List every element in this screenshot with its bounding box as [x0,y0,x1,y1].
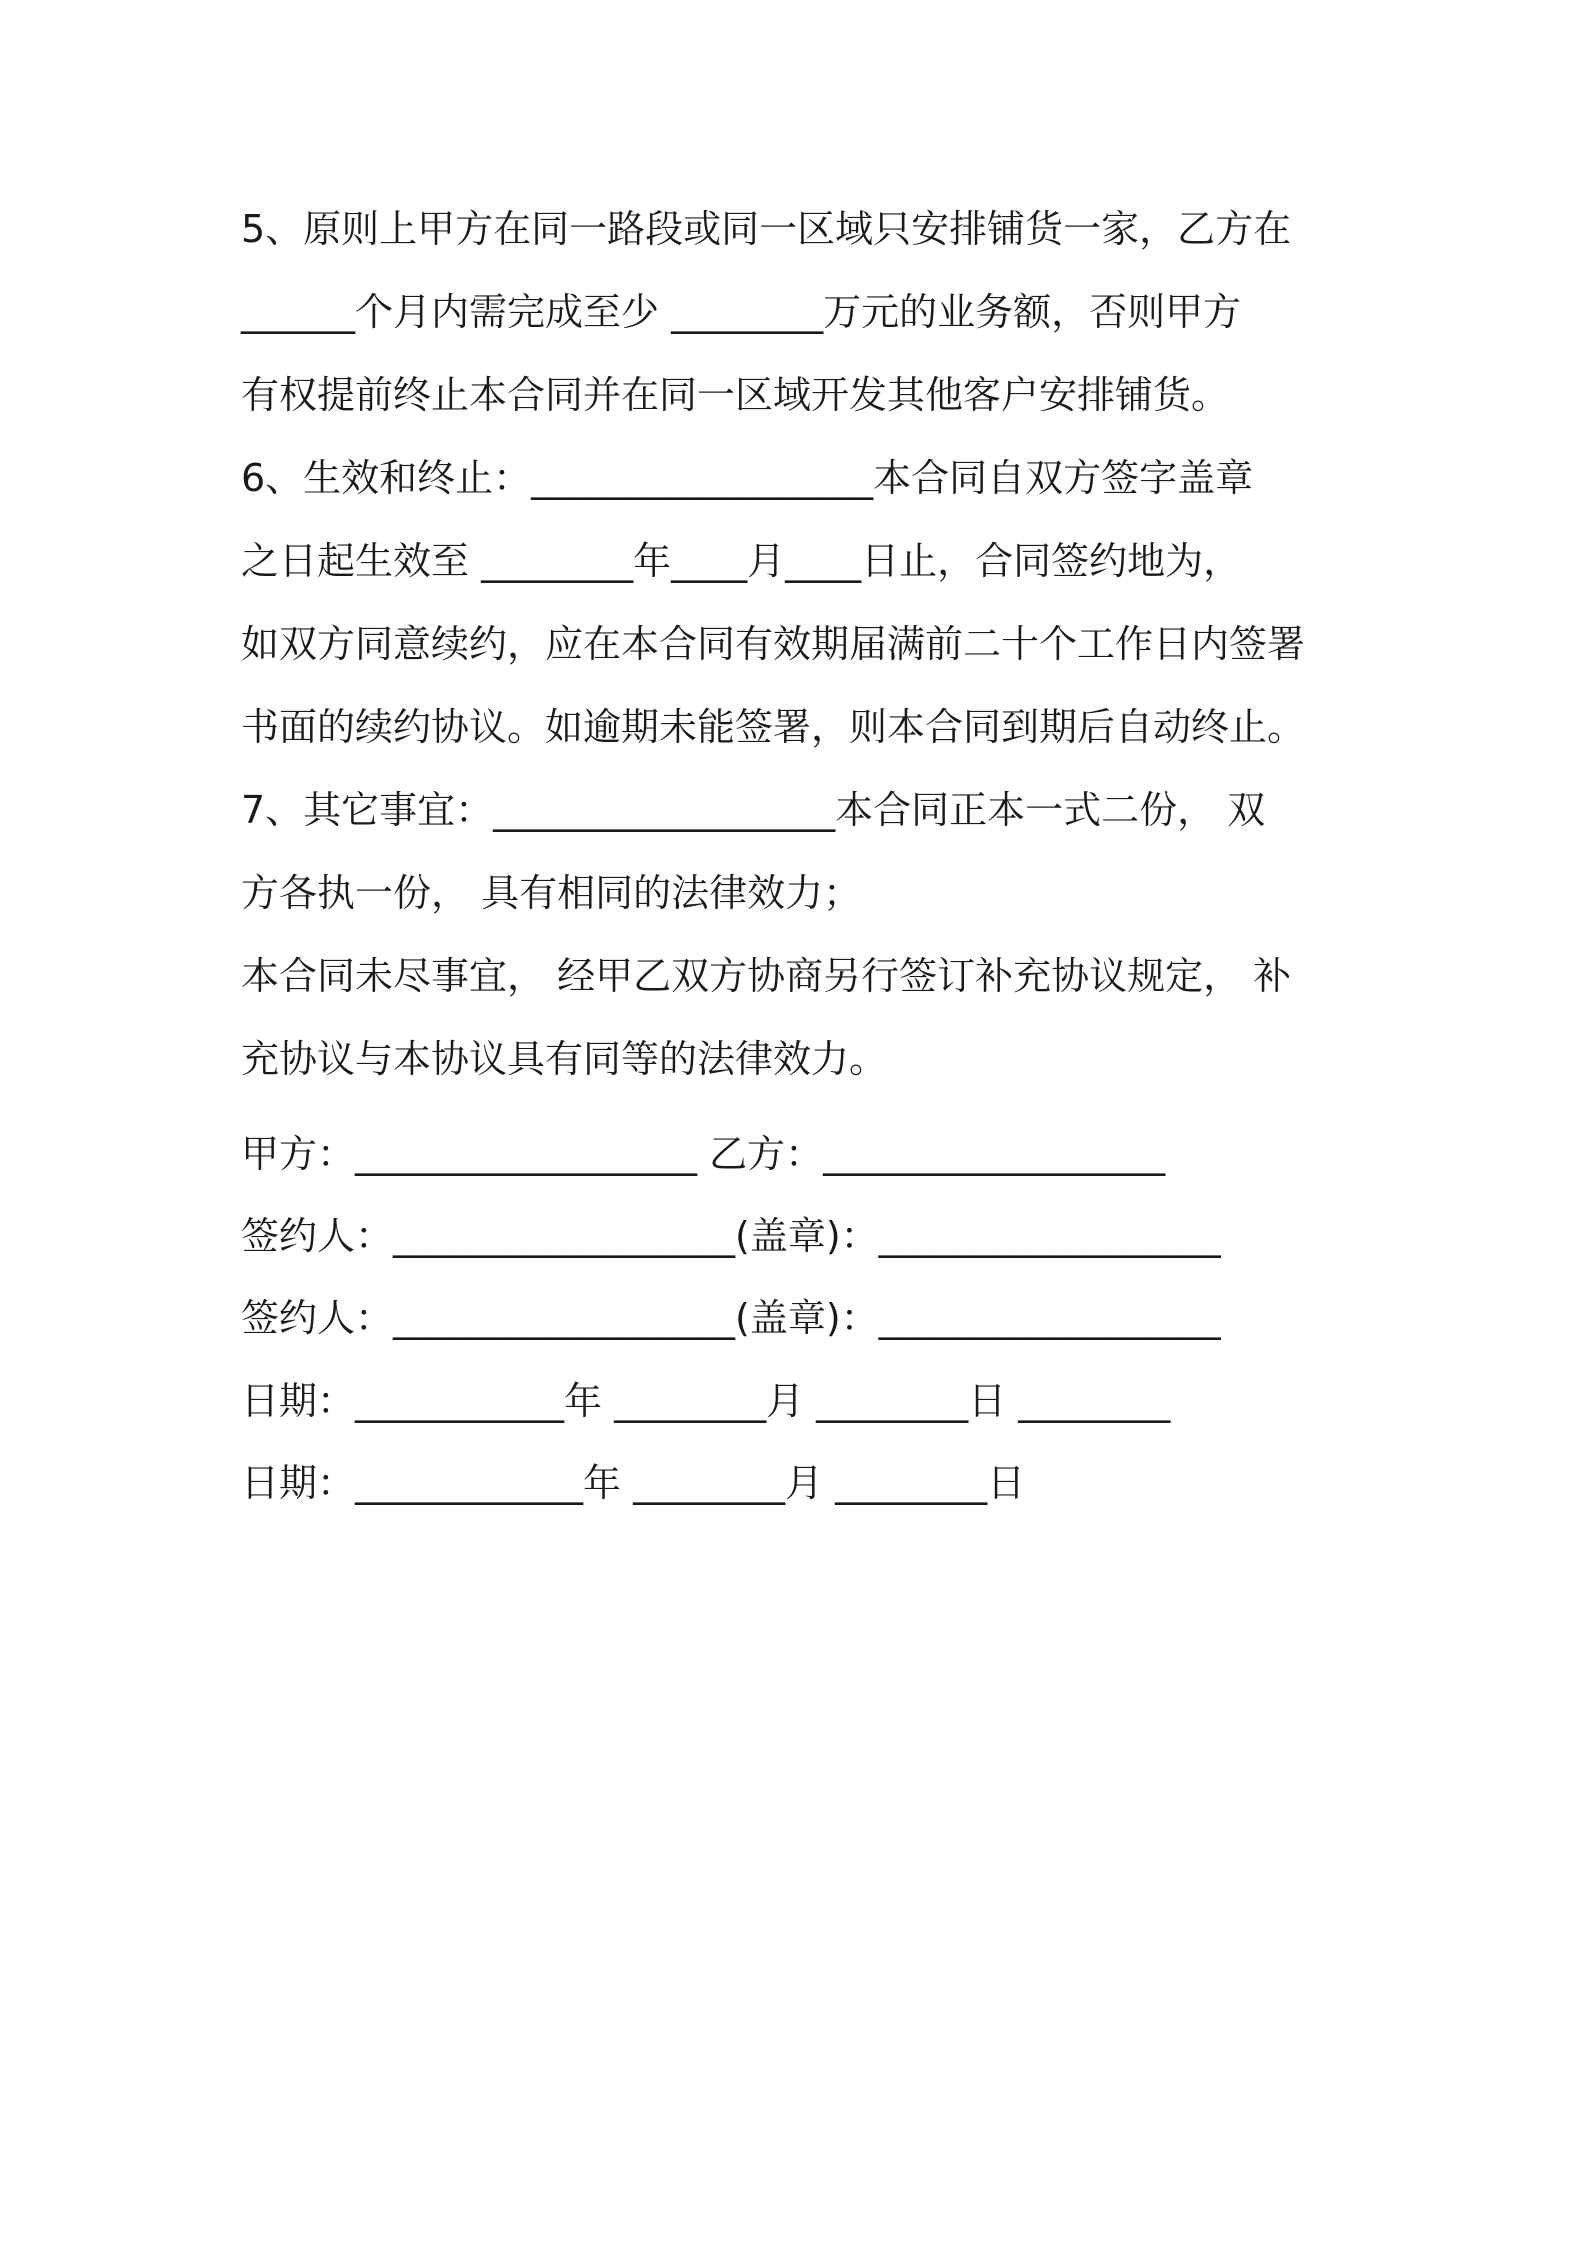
supplement-line-1: 本合同未尽事宜， 经甲乙双方协商另行签订补充协议规定， 补 [241,954,1292,998]
clause-6-line-2: 之日起生效至 ________年____月____日止，合同签约地为， [241,539,1242,583]
clause-7-line-1: 7、其它事宜：__________________本合同正本一式二份， 双 [241,788,1266,832]
clause-5-line-2: ______个月内需完成至少 ________万元的业务额，否则甲方 [241,290,1242,334]
signatory-line-1: 签约人：__________________(盖章)：__________________ [241,1214,1221,1258]
supplement-line-2: 充协议与本协议具有同等的法律效力。 [241,1037,888,1081]
party-line: 甲方：__________________ 乙方：__________________ [241,1132,1166,1176]
clause-6-line-3: 如双方同意续约，应在本合同有效期届满前二十个工作日内签署 [241,622,1306,666]
clause-6-line-4: 书面的续约协议。如逾期未能签署，则本合同到期后自动终止。 [241,705,1306,749]
date-line-2: 日期：____________年 ________月 ________日 [241,1461,1026,1505]
signatory-line-2: 签约人：__________________(盖章)：__________________ [241,1296,1221,1340]
clause-6-line-1: 6、生效和终止：__________________本合同自双方签字盖章 [241,456,1254,500]
clause-5-line-3: 有权提前终止本合同并在同一区域开发其他客户安排铺货。 [241,373,1230,417]
clause-7-line-2: 方各执一份， 具有相同的法律效力； [241,871,862,915]
date-line-1: 日期：___________年 ________月 ________日 ________ [241,1379,1171,1423]
clause-5-line-1: 5、原则上甲方在同一路段或同一区域只安排铺货一家，乙方在 [241,207,1292,251]
